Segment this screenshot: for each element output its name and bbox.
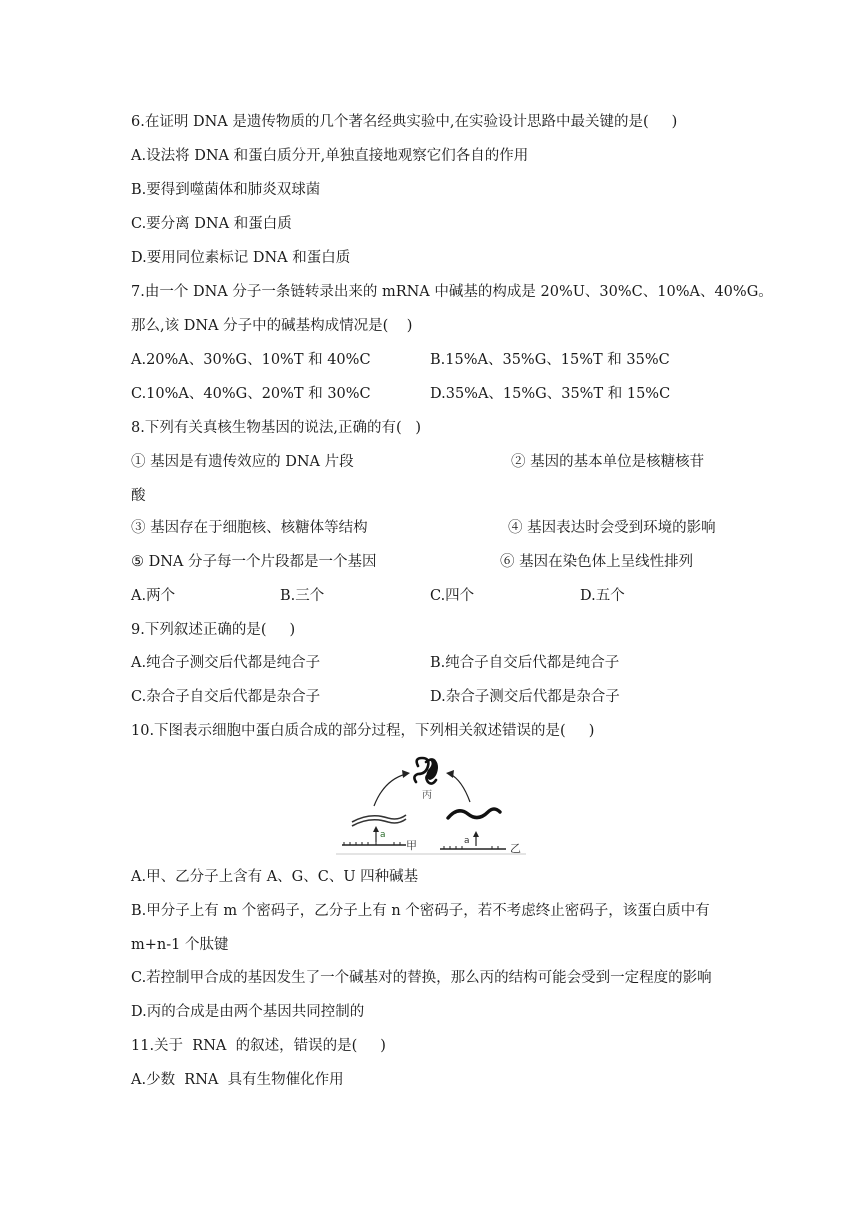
q8-statement-2-continued: 酸 [131,488,146,504]
label-a-right: a [464,836,470,846]
q10-option-a: A.甲、乙分子上含有 A、G、C、U 四种碱基 [131,869,419,885]
q10-stem: 10.下图表示细胞中蛋白质合成的部分过程，下列相关叙述错误的是( ) [131,723,595,739]
q7-option-a: A.20%A、30%G、10%T 和 40%C [131,352,371,368]
q9-option-a: A.纯合子测交后代都是纯合子 [131,655,321,671]
arrow-a-left-head [373,826,379,832]
protein-synthesis-figure [336,756,528,858]
q7-stem-line1: 7.由一个 DNA 分子一条链转录出来的 mRNA 中碱基的构成是 20%U、30%C、10%A、40%G。 [131,284,773,300]
label-bing: 丙 [422,790,432,801]
q6-option-c: C.要分离 DNA 和蛋白质 [131,216,292,232]
q9-option-b: B.纯合子自交后代都是纯合子 [430,655,620,671]
q6-option-b: B.要得到噬菌体和肺炎双球菌 [131,182,321,198]
q10-option-b-line1: B.甲分子上有 m 个密码子，乙分子上有 n 个密码子，若不考虑终止密码子，该蛋白质中有 [131,903,710,919]
q8-option-b: B.三个 [280,588,325,604]
q10-option-d: D.丙的合成是由两个基因共同控制的 [131,1004,365,1020]
q9-stem: 9.下列叙述正确的是( ) [131,622,296,638]
protein-synthesis-diagram [336,756,528,858]
q8-statement-2: ② 基因的基本单位是核糖核苷 [511,454,705,470]
q11-option-a: A.少数 RNA 具有生物催化作用 [131,1072,344,1088]
peptide-chain-left [352,815,406,822]
q8-statement-3: ③ 基因存在于细胞核、核糖体等结构 [131,520,368,536]
peptide-chain-right [448,809,500,818]
q8-statement-1: ① 基因是有遗传效应的 DNA 片段 [131,454,354,470]
q10-option-b-line2: m+n-1 个肽键 [131,937,229,953]
q7-option-c: C.10%A、40%G、20%T 和 30%C [131,386,371,402]
q9-option-d: D.杂合子测交后代都是杂合子 [430,689,620,705]
label-jia: 甲 [406,839,417,852]
q6-option-a: A.设法将 DNA 和蛋白质分开,单独直接地观察它们各自的作用 [131,148,529,164]
q8-stem: 8.下列有关真核生物基因的说法,正确的有( ) [131,420,422,436]
q8-statement-5: ⑤ DNA 分子每一个片段都是一个基因 [131,554,377,570]
label-a-left: a [380,830,386,840]
q7-option-d: D.35%A、15%G、35%T 和 15%C [430,386,671,402]
q8-option-c: C.四个 [430,588,475,604]
label-yi: 乙 [510,842,521,855]
q7-option-b: B.15%A、35%G、15%T 和 35%C [430,352,670,368]
q7-stem-line2: 那么,该 DNA 分子中的碱基构成情况是( ) [131,318,413,334]
q8-statement-6: ⑥ 基因在染色体上呈线性排列 [500,554,694,570]
q11-stem: 11.关于 RNA 的叙述，错误的是( ) [131,1038,386,1054]
q6-stem: 6.在证明 DNA 是遗传物质的几个著名经典实验中,在实验设计思路中最关键的是( ) [131,114,678,130]
q8-option-d: D.五个 [580,588,625,604]
curved-arrow-left [374,774,406,806]
q10-option-c: C.若控制甲合成的基因发生了一个碱基对的替换，那么丙的结构可能会受到一定程度的影响 [131,970,712,986]
curved-arrow-right [450,774,470,802]
q6-option-d: D.要用同位素标记 DNA 和蛋白质 [131,250,351,266]
q8-option-a: A.两个 [131,588,176,604]
q8-statement-4: ④ 基因表达时会受到环境的影响 [508,520,716,536]
q9-option-c: C.杂合子自交后代都是杂合子 [131,689,321,705]
arrow-a-right-head [473,831,479,837]
